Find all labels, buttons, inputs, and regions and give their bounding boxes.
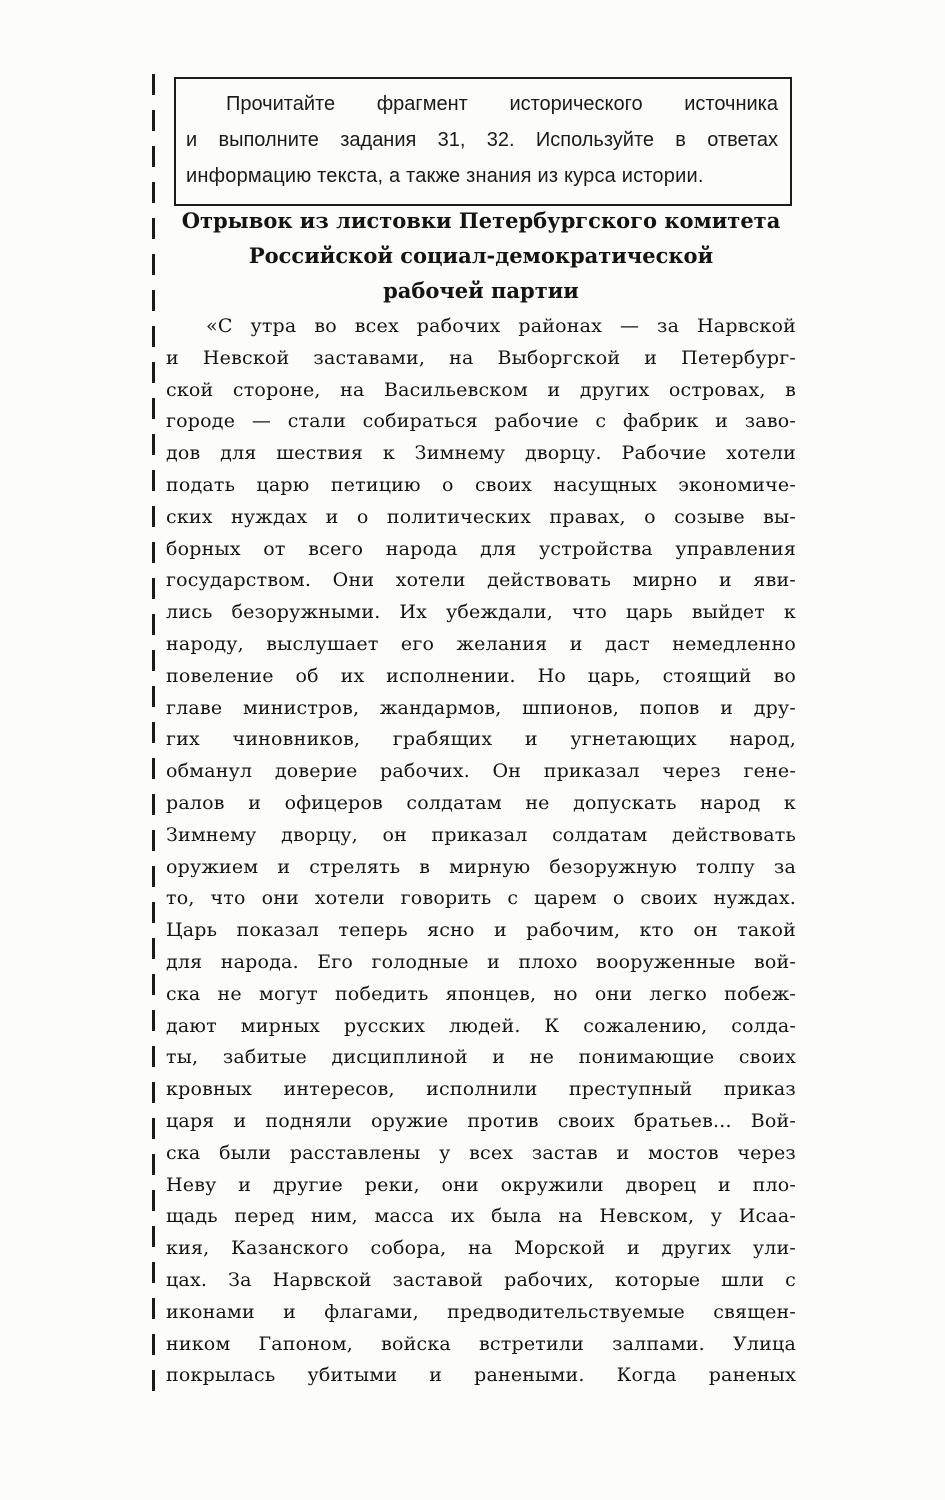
body-line: Царь показал теперь ясно и рабочим, кто он такой — [166, 919, 796, 942]
body-line: повеление об их исполнении. Но царь, стоящий во — [166, 664, 796, 687]
heading-line: Российской социал-демократической — [248, 243, 714, 268]
heading-line: Отрывок из листовки Петербургского комитета — [181, 208, 781, 233]
body-line: дов для шествия к Зимнему дворцу. Рабочие хотели — [166, 442, 796, 465]
body-line: «С утра во всех рабочих районах — за Нарвской — [206, 315, 796, 337]
body-line: Зимнему дворцу, он приказал солдатам действовать — [166, 823, 796, 846]
body-line: ты, забитые дисциплиной и не понимающие своих — [166, 1046, 796, 1069]
body-line: подать царю петицию о своих насущных экономиче- — [166, 473, 796, 496]
body-line: ска не могут победить японцев, но они легко побеж- — [166, 982, 796, 1005]
body-line: ска были расставлены у всех застав и мостов через — [166, 1141, 796, 1164]
body-line: дают мирных русских людей. К сожалению, солда- — [166, 1014, 796, 1037]
body-line: ником Гапоном, войска встретили залпами. Улица — [166, 1332, 796, 1355]
body-line: ских нуждах и о политических правах, о созыве вы- — [166, 505, 796, 528]
body-line: царя и подняли оружие против своих братьев... Вой- — [166, 1109, 796, 1132]
body-line: ской стороне, на Васильевском и других островах, в — [166, 378, 796, 401]
perforation-dashed-line — [152, 74, 155, 1392]
body-line: и Невской заставами, на Выборгской и Петербург- — [166, 346, 796, 369]
body-line: обманул доверие рабочих. Он приказал через гене- — [166, 760, 796, 783]
body-line: иконами и флагами, предводительствуемые священ- — [166, 1300, 796, 1323]
body-line: лись безоружными. Их убеждали, что царь выйдет к — [166, 601, 796, 624]
body-line: гих чиновников, грабящих и угнетающих народ, — [166, 728, 796, 751]
body-line: городе — стали собираться рабочие с фабрик и заво- — [166, 410, 796, 433]
body-line: народу, выслушает его желания и даст немедленно — [166, 632, 796, 655]
body-line: кровных интересов, исполнили преступный приказ — [166, 1078, 796, 1101]
body-line: щадь перед ним, масса их была на Невском, у Исаа- — [166, 1205, 796, 1228]
body-line: ралов и офицеров солдатам не допускать народ к — [166, 791, 796, 814]
heading-line: рабочей партии — [383, 278, 579, 303]
instruction-line: и выполните задания 31, 32. Используйте в ответах — [186, 129, 778, 151]
body-line: кия, Казанского собора, на Морской и других ули- — [166, 1237, 796, 1260]
body-line: для народа. Его голодные и плохо вооруженные вой- — [166, 950, 796, 973]
body-line: покрылась убитыми и ранеными. Когда раненых — [166, 1364, 796, 1387]
body-line: то, что они хотели говорить с царем о своих нуждах. — [166, 887, 796, 910]
instruction-box — [174, 77, 792, 206]
source-heading — [166, 203, 796, 308]
body-line: борных от всего народа для устройства управления — [166, 537, 796, 560]
body-text — [166, 311, 796, 1392]
instruction-line: Прочитайте фрагмент исторического источника — [226, 93, 778, 115]
body-line: оружием и стрелять в мирную безоружную толпу за — [166, 855, 796, 878]
body-line: цах. За Нарвской заставой рабочих, которые шли с — [166, 1268, 796, 1291]
body-line: государством. Они хотели действовать мирно и яви- — [166, 569, 796, 592]
body-line: Неву и другие реки, они окружили дворец и пло- — [166, 1173, 796, 1196]
instruction-line: информацию текста, а также знания из курса истории. — [186, 165, 704, 187]
body-line: главе министров, жандармов, шпионов, попов и дру- — [166, 696, 796, 719]
